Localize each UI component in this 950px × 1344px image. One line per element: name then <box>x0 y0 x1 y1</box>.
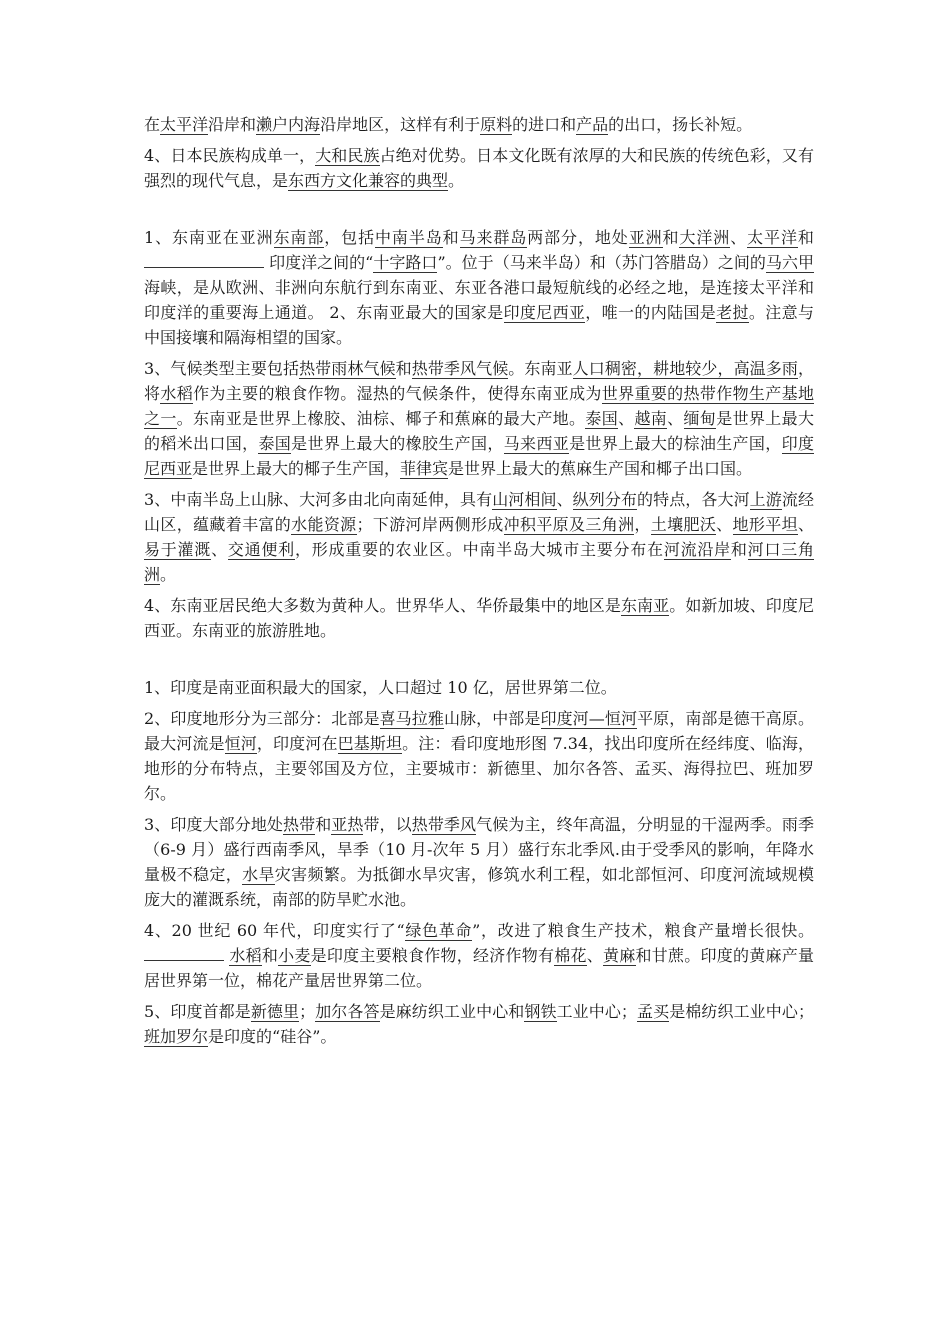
text-run: 气候为主，终年高温，分明显的干湿两季。雨季（6-9 月）盛行西南季风，旱季（10 月-次年 5 月）盛行东北季风.由于受季风的影响，年降水量极不稳定， <box>144 815 814 884</box>
text-run: 印度洋之间的“ <box>264 253 374 272</box>
underlined-answer: 太平洋 <box>160 115 209 134</box>
text-run: 、 <box>211 540 228 559</box>
underlined-answer: 太平洋 <box>747 228 798 247</box>
text-run: 是世界上最大的橡胶生产国， <box>291 434 504 453</box>
text-run: 是世界上最大的棕油生产国， <box>569 434 782 453</box>
text-run: 1、东南亚在亚洲 <box>144 228 274 247</box>
text-run: 和 <box>662 228 680 247</box>
text-run: 在 <box>144 115 161 134</box>
underlined-answer: 小麦 <box>278 946 311 965</box>
underlined-answer: 马来西亚 <box>503 434 570 453</box>
underlined-answer: 大洋洲 <box>679 228 731 247</box>
text-run: ， <box>634 515 651 534</box>
text-run: 是世界上最大的蕉麻生产国和椰子出口国。 <box>448 459 753 478</box>
text-run: 流经山区，蕴藏着丰富的 <box>144 490 814 534</box>
underlined-answer: 绿色革命 <box>404 921 473 940</box>
underlined-answer: 东西方文化兼容的典型 <box>288 171 449 190</box>
text-run: 。东南亚 <box>508 359 573 378</box>
text-run: 灾害频繁。为抵御水旱灾害，修筑水利工程，如北部恒河、印度河流域规模庞大的灌溉系统，南部的防旱贮水池。 <box>144 865 814 909</box>
underlined-answer: 孟买 <box>636 1002 670 1021</box>
text-run: ”。位于（马来半岛）和（苏门答腊岛）之间的 <box>437 253 766 272</box>
underlined-answer: 黄麻 <box>603 946 636 965</box>
underlined-answer: 产品 <box>576 115 609 134</box>
underlined-answer: 巴基斯坦 <box>337 734 403 753</box>
underlined-answer: 东南亚 <box>620 596 670 615</box>
underlined-answer: 恒河 <box>224 734 257 753</box>
underlined-answer: 大和民族 <box>315 146 380 165</box>
text-run: 、 <box>586 946 604 965</box>
underlined-answer: 菲律宾 <box>400 459 449 478</box>
underlined-answer: 冲积平原及三角洲 <box>503 515 635 534</box>
text-run: 。如新加坡、印度尼西亚。东南亚的旅游胜地。 <box>144 596 814 640</box>
paragraph <box>144 812 814 912</box>
text-run: 是印度主要粮食作物，经济作物有 <box>310 946 555 965</box>
paragraph <box>144 112 814 137</box>
text-run: ，唯一的内陆国是 <box>585 303 717 322</box>
underlined-answer: 濑户内海 <box>256 115 321 134</box>
underlined-answer: 中南半岛 <box>375 228 443 247</box>
text-run: 占绝对优势。日本文化既有浓厚的大和民族的传统色彩，又有强烈的现代气息，是 <box>144 146 814 190</box>
text-run: 作为主要的粮食作物。湿热的气候条件，使得东南亚成为 <box>193 384 602 403</box>
underlined-answer: 亚热 <box>331 815 364 834</box>
text-run: 两部分，地处 <box>527 228 629 247</box>
text-run: 。 <box>160 565 177 584</box>
text-run: ；下游河岸两侧形成 <box>356 515 504 534</box>
paragraph <box>144 593 814 643</box>
paragraph <box>144 918 814 993</box>
text-run: 、 <box>797 515 814 534</box>
underlined-answer: 新德里 <box>250 1002 300 1021</box>
text-run: 是麻纺织工业中心和 <box>379 1002 525 1021</box>
text-run: 和 <box>315 815 332 834</box>
paragraph <box>144 487 814 587</box>
fill-in-blank <box>144 251 264 268</box>
underlined-answer: 泰国 <box>258 434 292 453</box>
underlined-answer: 水稻 <box>160 384 194 403</box>
underlined-answer: 十字路口 <box>373 253 438 272</box>
underlined-answer: 人口稠密，耕地较少，高温多雨 <box>572 359 798 378</box>
underlined-answer: 热带 <box>283 815 316 834</box>
text-run: 是世界上最大的稻米出口国， <box>144 409 814 453</box>
underlined-answer: 越南 <box>634 409 668 428</box>
underlined-answer: 加尔各答 <box>315 1002 380 1021</box>
text-run: 、 <box>730 228 748 247</box>
underlined-answer: 马来群岛 <box>459 228 528 247</box>
underlined-answer: 地形平坦 <box>732 515 798 534</box>
text-run: 4、日本民族构成单一， <box>144 146 316 165</box>
underlined-answer: 印度尼西亚 <box>503 303 586 322</box>
underlined-answer: 马六甲 <box>765 253 814 272</box>
underlined-answer: 交通便利 <box>227 540 295 559</box>
text-run: 。注：看印度地形图 7.34，找出印度所在经纬度、临海，地形的分布特点，主要邻国及方位，主要城市：新德里、加尔各答、孟买、海得拉巴、班加罗尔。 <box>144 734 814 803</box>
text-run: ，包括 <box>324 228 375 247</box>
paragraph <box>144 225 814 350</box>
underlined-answer: 缅甸 <box>683 409 717 428</box>
text-run: 。注意与中国接壤和隔海相望的国家。 <box>144 303 814 347</box>
text-run: 3、中南半岛上山脉、大河多由北向南延伸，具有 <box>144 490 493 509</box>
text-run: 4、东南亚居民绝大多数为黄种人。世界华人、华侨最集中的地区是 <box>144 596 621 615</box>
text-run: 带，以 <box>363 815 412 834</box>
underlined-answer: 原料 <box>480 115 513 134</box>
underlined-answer: 印度尼西亚 <box>144 434 814 478</box>
underlined-answer: 水旱 <box>242 865 275 884</box>
underlined-answer: 钢铁 <box>524 1002 557 1021</box>
underlined-answer: 泰国 <box>585 409 619 428</box>
text-run: ，印度河在 <box>256 734 338 753</box>
underlined-answer: 纵列分布 <box>572 490 638 509</box>
text-run: 和 <box>395 359 412 378</box>
text-run: 3、气候类型主要包括 <box>144 359 300 378</box>
text-run: 的出口，扬长补短。 <box>608 115 753 134</box>
underlined-answer: 河口三角洲 <box>144 540 814 584</box>
text-run: 1、印度是南亚面积最大的国家，人口超过 10 亿，居世界第二位。 <box>144 678 617 697</box>
text-run: 和 <box>797 228 814 247</box>
paragraph <box>144 706 814 806</box>
underlined-answer: 班加罗尔 <box>144 1027 209 1046</box>
text-run: ”，改进了粮食生产技术，粮食产量增长很快。 <box>472 921 814 940</box>
text-run: ，形成重要的农业区。中南半岛大城市主要分布在 <box>294 540 664 559</box>
text-run: 山脉，中部是 <box>443 709 541 728</box>
underlined-answer: 水能资源 <box>291 515 357 534</box>
text-run: 的特点，各大河 <box>637 490 750 509</box>
underlined-answer: 易于灌溉 <box>144 540 212 559</box>
text-run: 5、印度首都是 <box>144 1002 251 1021</box>
underlined-answer: 老挝 <box>716 303 749 322</box>
text-run: 沿岸和 <box>208 115 257 134</box>
underlined-answer: 棉花 <box>554 946 587 965</box>
text-run: 是棉纺织工业中心； <box>669 1002 814 1021</box>
text-run: 。东南亚是世界上橡胶、油棕、椰子和蕉麻的最大产地。 <box>176 409 586 428</box>
underlined-answer: 喜马拉雅 <box>379 709 444 728</box>
text-run: ，将 <box>144 359 814 403</box>
underlined-answer: 河流沿岸 <box>663 540 731 559</box>
document-page <box>144 112 814 1055</box>
section-gap <box>144 199 814 225</box>
text-run: 的进口和 <box>512 115 577 134</box>
text-run: ； <box>299 1002 316 1021</box>
underlined-answer: 东南部 <box>273 228 325 247</box>
underlined-answer: 印度河—恒河 <box>540 709 638 728</box>
underlined-answer: 世界重要的热带作物生产基地之一 <box>144 384 814 428</box>
section-gap <box>144 649 814 675</box>
fill-in-blank <box>144 944 224 961</box>
underlined-answer: 山河相间 <box>492 490 557 509</box>
underlined-answer: 水稻 <box>229 946 262 965</box>
underlined-answer: 上游 <box>749 490 782 509</box>
text-run: 和 <box>261 946 279 965</box>
underlined-answer: 热带季风气候 <box>411 359 509 378</box>
text-run: 工业中心； <box>556 1002 637 1021</box>
text-run: 、 <box>667 409 684 428</box>
paragraph <box>144 999 814 1049</box>
text-run: 沿岸地区，这样有利于 <box>320 115 481 134</box>
paragraph <box>144 143 814 193</box>
underlined-answer: 亚洲 <box>628 228 663 247</box>
text-run: 平原，南部是德干高原。最大河流是 <box>144 709 814 753</box>
text-run: 、 <box>618 409 635 428</box>
text-run: 4、20 世纪 60 年代，印度实行了“ <box>144 921 405 940</box>
text-run: 3、印度大部分地处 <box>144 815 283 834</box>
text-run: 和 <box>442 228 460 247</box>
text-run: 、 <box>556 490 573 509</box>
paragraph <box>144 675 814 700</box>
text-run: 2、印度地形分为三部分：北部是 <box>144 709 380 728</box>
text-run: 和 <box>730 540 748 559</box>
text-run: 是印度的“硅谷”。 <box>208 1027 337 1046</box>
underlined-answer: 热带季风 <box>411 815 477 834</box>
paragraph <box>144 356 814 481</box>
text-run: 、 <box>716 515 733 534</box>
text-run: 是世界上最大的椰子生产国， <box>192 459 401 478</box>
underlined-answer: 热带雨林气候 <box>299 359 396 378</box>
text-run: 海峡，是从欧洲、非洲向东航行到东南亚、东亚各港口最短航线的必经之地，是连接太平洋和印度洋的重要海上通道。 2、东南亚最大的国家是 <box>144 278 814 322</box>
text-run: 。 <box>448 171 465 190</box>
underlined-answer: 土壤肥沃 <box>650 515 717 534</box>
text-run: 和甘蔗。印度的黄麻产量居世界第一位，棉花产量居世界第二位。 <box>144 946 814 990</box>
